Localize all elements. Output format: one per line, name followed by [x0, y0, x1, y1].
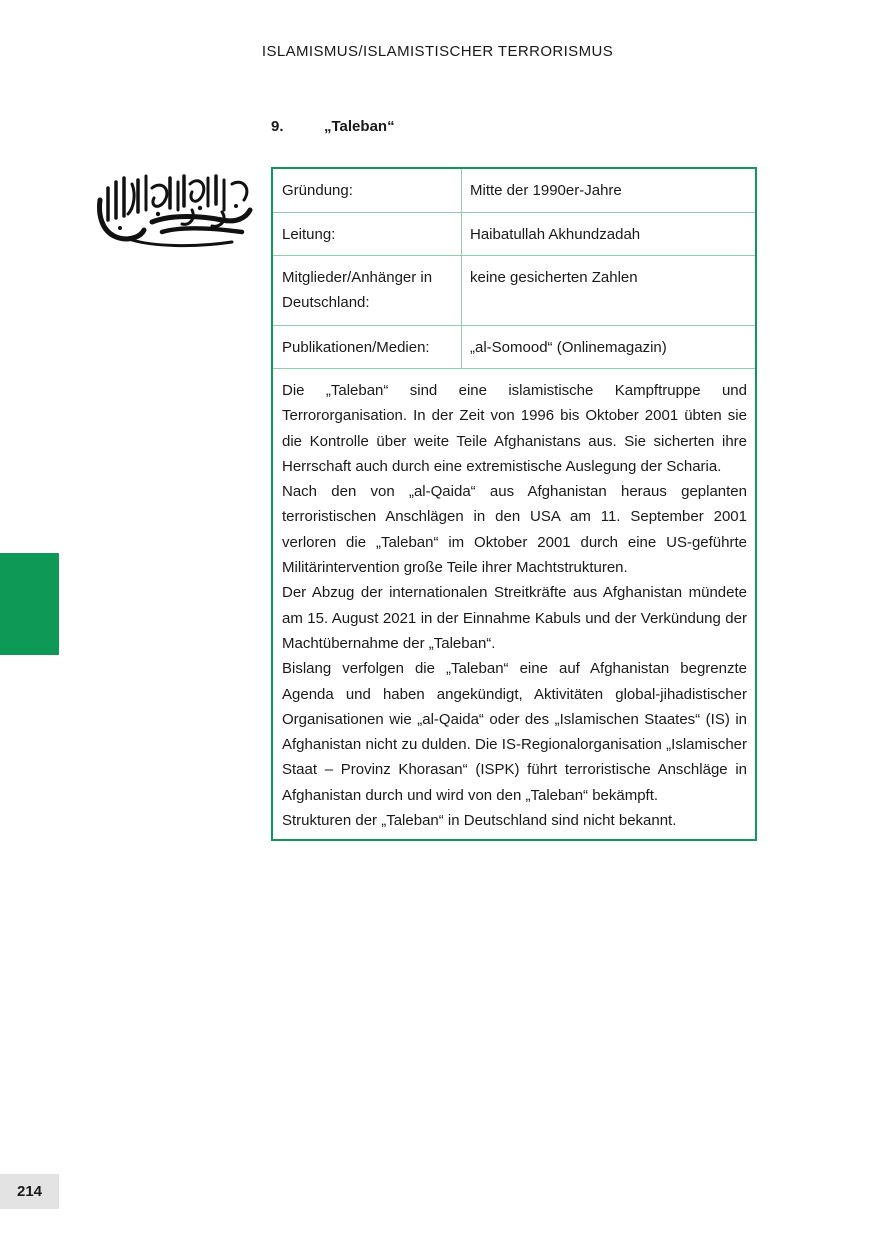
info-row-leadership — [273, 213, 755, 256]
info-row-members — [273, 256, 755, 326]
info-value: Mitte der 1990er-Jahre — [470, 182, 622, 199]
paragraph: Strukturen der „Taleban“ in Deutschland sind nicht bekannt. — [282, 812, 677, 830]
calligraphy-emblem-icon — [92, 170, 256, 252]
paragraph: Nach den von „al-Qaida“ aus Afghanistan heraus geplanten terroristischen Anschlägen in den USA am 11. September 2001 verloren die „Taleban“ im Oktober 2001 durch eine US-geführte Militärintervention große Teile ihrer Machtstrukturen. — [282, 483, 747, 577]
info-label: Gründung: — [273, 169, 462, 212]
section-title: „Taleban“ — [324, 118, 395, 135]
info-label: Mitglieder/Anhänger in Deutschland: — [273, 256, 462, 325]
info-value: keine gesicherten Zahlen — [470, 269, 638, 286]
section-number: 9. — [271, 118, 284, 135]
chapter-tab — [0, 553, 59, 655]
page-number: 214 — [0, 1174, 59, 1209]
info-value: Haibatullah Akhundzadah — [470, 226, 641, 243]
paragraph: Bislang verfolgen die „Taleban“ eine auf Afghanistan begrenzte Agenda und haben angekündigt, Aktivitäten global-jihadistischer Organisationen wie „al-Qaida“ oder des „Islamischen Staates“ (IS) in Afghanistan nicht zu dulden. Die IS-Regionalorganisation „Islamischer Staat – Provinz Khorasan“ (ISPK) führt terroristische Anschläge in Afghanistan durch und wird von den „Taleban“ bekämpft. — [282, 660, 747, 804]
description-text — [273, 369, 755, 839]
running-header: ISLAMISMUS/ISLAMISTISCHER TERRORISMUS — [261, 43, 614, 60]
section-heading — [271, 118, 395, 135]
profile-box — [271, 167, 757, 841]
info-row-founding — [273, 169, 755, 213]
info-label: Publikationen/Medien: — [273, 326, 462, 368]
info-label: Leitung: — [273, 213, 462, 255]
paragraph: Die „Taleban“ sind eine islamistische Kampftruppe und Terrororganisation. In der Zeit von 1996 bis Oktober 2001 übten sie die Kontrolle über weite Teile Afghanistans aus. Sie sicherten ihre Herrschaft auch durch eine extremistische Auslegung der Scharia. — [282, 382, 747, 475]
paragraph: Der Abzug der internationalen Streitkräfte aus Afghanistan mündete am 15. August 2021 in der Einnahme Kabuls und der Verkündung der Machtübernahme der „Taleban“. — [282, 584, 747, 652]
info-value: „al-Somood“ (Onlinemagazin) — [470, 339, 667, 356]
info-row-publications — [273, 326, 755, 369]
